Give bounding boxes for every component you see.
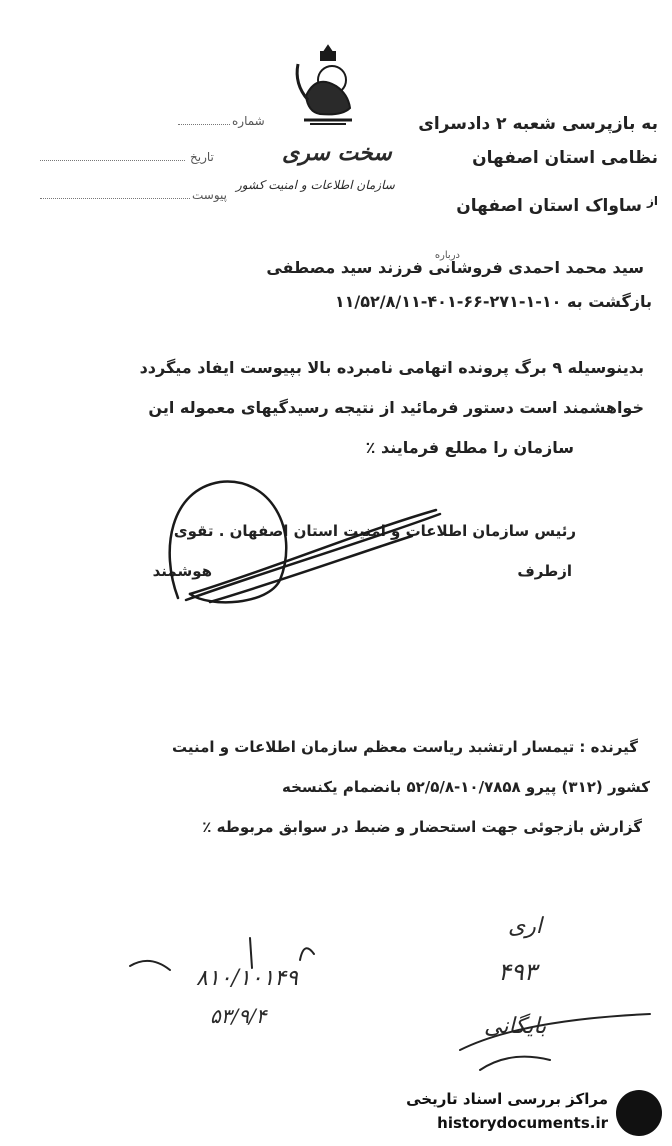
secret-classification-stamp: سخت سری — [282, 140, 392, 166]
handwritten-number: ۸۱۰/۱۰۱۴۹ — [196, 966, 298, 991]
recipient-line-2: کشور (۳۱۲) پیرو ۱۰/۷۸۵۸-۵۲/۵/۸ بانضمام یکنسخه — [282, 778, 650, 796]
body-line-1: بدینوسیله ۹ برگ پرونده اتهامی نامبرده بالا بپیوست ایفاد میگردد — [139, 358, 644, 377]
addressee-line-2: نظامی استان اصفهان — [472, 148, 658, 168]
on-behalf-label: ازطرف — [517, 562, 572, 580]
date-field-label: تاریخ — [190, 150, 214, 164]
from-value: ساواک استان اصفهان — [456, 196, 642, 216]
handwritten-signature — [150, 470, 450, 610]
addressee-line-1: به بازپرسی شعبه ۲ دادسرای — [418, 114, 658, 134]
watermark-title: مراکز بررسی اسناد تاریخی — [406, 1090, 608, 1108]
attachment-field-line — [40, 198, 190, 199]
signature-title: رئیس سازمان اطلاعات و امنیت استان اصفهان . تقوی — [173, 522, 576, 540]
subject-label: درباره — [434, 250, 460, 261]
handwritten-archive-note: بایگانی — [484, 1014, 547, 1039]
archive-logo-icon — [616, 1090, 662, 1136]
organization-stamp: سازمان اطلاعات و امنیت کشور — [236, 178, 395, 192]
attachment-field-label: پیوست — [192, 188, 227, 202]
body-line-3: سازمان را مطلع فرمایند ٪ — [365, 438, 574, 457]
signer-name: هوشمند — [152, 562, 212, 580]
handwritten-file-note: اری — [508, 914, 542, 939]
watermark — [388, 1084, 668, 1142]
body-line-2: خواهشمند است دستور فرمائید از نتیجه رسیدگیهای معموله این — [148, 398, 644, 417]
reference-number: بازگشت به ۱۰-۱-۲۷۱-۶۶-۴۰۱-۱۱/۵۲/۸/۱۱ — [334, 292, 652, 311]
handwritten-code: ۴۹۳ — [498, 958, 537, 986]
number-field-line — [178, 124, 230, 125]
number-field-label: شماره — [232, 114, 265, 128]
recipient-line-1: گیرنده : تیمسار ارتشبد ریاست معظم سازمان اطلاعات و امنیت — [171, 738, 638, 756]
lion-and-sun-emblem-icon — [288, 40, 368, 136]
subject-person: سید محمد احمدی فروشانی فرزند سید مصطفی — [266, 258, 644, 277]
watermark-url: historydocuments.ir — [437, 1114, 608, 1132]
pen-strokes — [120, 930, 660, 1090]
date-field-line — [40, 160, 185, 161]
from-label: از — [646, 194, 658, 208]
recipient-line-3: گزارش بازجوئی جهت استحضار و ضبط در سوابق مربوطه ٪ — [202, 818, 642, 836]
handwritten-date: ۵۳/۹/۴ — [210, 1004, 267, 1028]
